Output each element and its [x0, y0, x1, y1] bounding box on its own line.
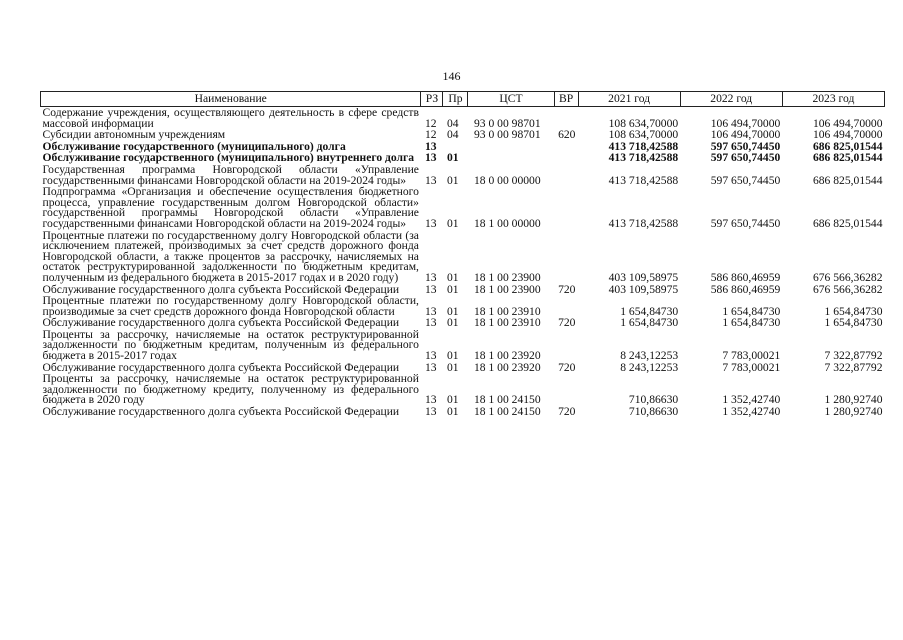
row-2023: 1 654,84730 — [824, 304, 883, 318]
row-2023: 1 654,84730 — [824, 316, 883, 330]
budget-table — [40, 91, 885, 418]
row-cst — [468, 141, 554, 153]
row-name: Проценты за рассрочку, начисляемые на остаток реструктурированной задолженности по бюджетным кредитам, полученным из федерального бюджета в 2015-2017 годах — [42, 327, 419, 363]
row-rz: 12 — [424, 116, 437, 130]
row-cst: 93 0 00 98701 — [473, 116, 541, 130]
row-rz: 13 — [424, 405, 437, 419]
row-vr: 720 — [558, 360, 576, 374]
row-name: Обслуживание государственного долга субъекта Российской Федерации — [42, 405, 400, 419]
row-pr: 01 — [446, 349, 459, 363]
row-2023: 686 825,01544 — [812, 216, 883, 230]
row-name: Содержание учреждения, осуществляющего деятельность в сфере средств массовой информации — [42, 106, 419, 130]
row-name: Обслуживание государственного долга субъекта Российской Федерации — [42, 316, 400, 330]
row-name: Обслуживание государственного (муниципального) внутреннего долга — [42, 151, 415, 165]
row-name: Субсидии автономным учреждениям — [42, 128, 226, 142]
table-row — [41, 186, 885, 229]
row-name: Проценты за рассрочку, начисляемые на остаток реструктурированной задолженности по бюджетному кредиту, полученному из федерального бюджета в 2020 году — [42, 372, 419, 407]
row-rz: 13 — [424, 216, 437, 230]
row-pr: 01 — [446, 316, 459, 330]
row-rz: 13 — [424, 304, 437, 318]
header-pr: Пр — [443, 92, 468, 107]
row-vr — [554, 141, 578, 153]
table-header-row — [41, 92, 885, 107]
row-rz: 13 — [424, 360, 437, 374]
row-2023: 7 322,87792 — [824, 360, 883, 374]
row-pr: 04 — [446, 128, 459, 142]
row-cst: 18 1 00 23910 — [473, 304, 541, 318]
row-rz: 13 — [424, 173, 437, 187]
row-rz: 13 — [424, 316, 437, 330]
row-2021: 403 109,58975 — [608, 282, 679, 296]
row-vr: 720 — [558, 405, 576, 419]
row-vr — [554, 230, 578, 284]
row-2021: 403 109,58975 — [608, 270, 679, 284]
row-2023: 686 825,01544 — [812, 151, 883, 165]
row-vr — [554, 329, 578, 362]
row-rz: 12 — [424, 128, 437, 142]
row-rz: 13 — [424, 270, 437, 284]
row-rz: 13 — [424, 349, 437, 363]
header-2023: 2023 год — [782, 92, 884, 107]
table-row — [41, 406, 885, 418]
row-vr — [554, 186, 578, 229]
row-cst: 18 1 00 24150 — [473, 405, 541, 419]
row-2022: 586 860,46959 — [710, 270, 781, 284]
table-row — [41, 373, 885, 406]
row-rz: 13 — [424, 151, 437, 165]
row-cst: 18 1 00 23920 — [473, 360, 541, 374]
row-2021: 413 718,42588 — [608, 216, 679, 230]
row-2021: 413 718,42588 — [608, 151, 679, 165]
row-2021: 108 634,70000 — [608, 116, 679, 130]
row-2022: 1 352,42740 — [722, 393, 781, 407]
row-pr: 01 — [446, 216, 459, 230]
row-2022: 597 650,74450 — [710, 216, 781, 230]
table-row — [41, 295, 885, 317]
row-2022: 7 783,00021 — [722, 349, 781, 363]
table-row — [41, 329, 885, 362]
row-2021: 8 243,12253 — [620, 360, 679, 374]
header-vr: ВР — [554, 92, 578, 107]
row-pr: 04 — [446, 116, 459, 130]
row-2023: 686 825,01544 — [812, 173, 883, 187]
row-cst: 18 1 00 23910 — [473, 316, 541, 330]
row-pr: 01 — [446, 282, 459, 296]
row-vr — [554, 164, 578, 186]
row-cst: 18 0 00 00000 — [473, 173, 541, 187]
row-2022: 106 494,70000 — [710, 128, 781, 142]
row-name: Обслуживание государственного долга субъекта Российской Федерации — [42, 282, 400, 296]
table-row — [41, 107, 885, 130]
row-name: Процентные платежи по государственному долгу Новгородской области, производимые за счет средств дорожного фонда Новгородской области — [42, 294, 419, 318]
row-2021: 413 718,42588 — [608, 139, 679, 153]
row-vr — [554, 107, 578, 130]
row-rz: 13 — [424, 393, 437, 407]
row-2021: 710,86630 — [628, 393, 679, 407]
row-2023: 106 494,70000 — [812, 116, 883, 130]
row-2023: 1 280,92740 — [824, 405, 883, 419]
header-rz: РЗ — [421, 92, 443, 107]
row-2021: 710,86630 — [628, 405, 679, 419]
row-name: Обслуживание государственного (муниципального) долга — [42, 139, 346, 153]
row-cst: 18 1 00 23900 — [473, 282, 541, 296]
row-2022: 597 650,74450 — [710, 151, 781, 165]
row-2023: 7 322,87792 — [824, 349, 883, 363]
row-2022: 597 650,74450 — [710, 139, 781, 153]
row-2023: 676 566,36282 — [812, 270, 883, 284]
row-cst: 93 0 00 98701 — [473, 128, 541, 142]
row-rz: 13 — [424, 139, 437, 153]
header-2022: 2022 год — [680, 92, 782, 107]
row-pr: 01 — [446, 304, 459, 318]
row-vr: 720 — [558, 316, 576, 330]
row-2022: 1 654,84730 — [722, 316, 781, 330]
row-2023: 676 566,36282 — [812, 282, 883, 296]
row-2022: 597 650,74450 — [710, 173, 781, 187]
header-cst: ЦСТ — [468, 92, 554, 107]
row-2023: 686 825,01544 — [812, 139, 883, 153]
row-name: Обслуживание государственного долга субъекта Российской Федерации — [42, 360, 400, 374]
row-pr: 01 — [446, 173, 459, 187]
row-2021: 8 243,12253 — [620, 349, 679, 363]
row-vr — [554, 295, 578, 317]
row-2021: 413 718,42588 — [608, 173, 679, 187]
row-vr — [554, 152, 578, 164]
row-cst — [468, 152, 554, 164]
row-cst: 18 1 00 00000 — [473, 216, 541, 230]
row-2021: 1 654,84730 — [620, 304, 679, 318]
header-name: Наименование — [41, 92, 421, 107]
row-name: Государственная программа Новгородской области «Управление государственными финансами Новгородской области на 2019-2024 годы» — [42, 162, 419, 187]
table-row — [41, 230, 885, 284]
row-name: Процентные платежи по государственному долгу Новгородской области (за исключением платежей, производимых за счет средств дорожного фонда Новгородской области, а также процентов за рассрочку, начисляемых на остаток реструктурированной задолженности по бюджетным кредитам, полученным из федерального бюджета в 2015-2017 годах и в 2020 году) — [42, 228, 419, 284]
row-cst: 18 1 00 23920 — [473, 349, 541, 363]
row-2022: 586 860,46959 — [710, 282, 781, 296]
row-name: Подпрограмма «Организация и обеспечение осуществления бюджетного процесса, управление государственным долгом Новгородской области» государственной программы Новгородской области «Управление государственными финансами Новгородской области на 2019-2024 годы» — [42, 185, 419, 230]
row-pr: 01 — [446, 360, 459, 374]
row-rz: 13 — [424, 282, 437, 296]
row-2023: 1 280,92740 — [824, 393, 883, 407]
row-pr: 01 — [446, 393, 459, 407]
row-pr: 01 — [446, 405, 459, 419]
row-2021: 108 634,70000 — [608, 128, 679, 142]
row-2022: 7 783,00021 — [722, 360, 781, 374]
row-cst: 18 1 00 23900 — [473, 270, 541, 284]
row-2023: 106 494,70000 — [812, 128, 883, 142]
header-2021: 2021 год — [578, 92, 680, 107]
row-2021: 1 654,84730 — [620, 316, 679, 330]
row-vr: 720 — [558, 282, 576, 296]
row-2022: 1 352,42740 — [722, 405, 781, 419]
row-pr: 01 — [446, 270, 459, 284]
page-number: 146 — [442, 69, 461, 83]
table-row — [41, 164, 885, 186]
row-vr: 620 — [558, 128, 576, 142]
row-cst: 18 1 00 24150 — [473, 393, 541, 407]
row-pr: 01 — [446, 151, 459, 165]
row-2022: 106 494,70000 — [710, 116, 781, 130]
row-vr — [554, 373, 578, 406]
row-2022: 1 654,84730 — [722, 304, 781, 318]
